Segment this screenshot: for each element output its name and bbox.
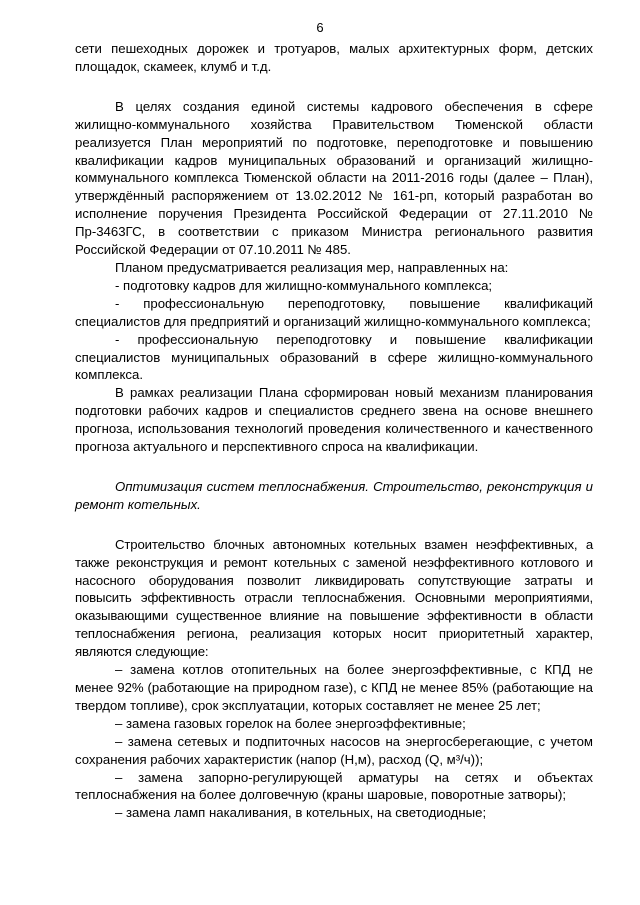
paragraph-measures-intro: Планом предусматривается реализация мер, направленных на: [115,259,509,275]
paragraph-continuation: сети пешеходных дорожек и тротуаров, малых архитектурных форм, детских площадок, скамеек, клумб и т.д. [75,41,593,74]
paragraph-planning-mechanism: В рамках реализации Плана сформирован новый механизм планирования подготовки рабочих кадров и специалистов среднего звена на основе внешнего прогноза, использования технологий проведения количественного и качественного прогноза актуального и перспективного спроса на квалификации. [75,385,593,455]
paragraph-boiler-construction: Строительство блочных автономных котельных взамен неэффективных, а также реконструкция и ремонт котельных с заменой неэффективного котлового и насосного оборудования позволит ликвидировать сопутствующие затраты и повысить эффективность отрасли теплоснабжения. Основными мероприятиями, оказывающими существенное влияние на повышение эффективности в области теплоснабжения региона, реализация которых носит приоритетный характер, являются следующие: [75,536,593,660]
list-item-valves: – замена запорно-регулирующей арматуры на сетях и объектах теплоснабжения на более долговечную (краны шаровые, поворотные затворы); [75,769,593,803]
document-body [75,40,593,822]
list-item-boilers: – замена котлов отопительных на более энергоэффективные, с КПД не менее 92% (работающие на природном газе), с КПД не менее 85% (работающие на твердом топливе), срок эксплуатации, которых составляет не менее 25 лет; [75,662,593,713]
list-item-pumps: – замена сетевых и подпиточных насосов на энергосберегающие, с учетом сохранения рабочих характеристик (напор (Н,м), расход (Q, м³/ч)); [75,733,593,767]
page-number: 6 [316,20,324,35]
paragraph-staffing-plan: В целях создания единой системы кадрового обеспечения в сфере жилищно-коммунального хозяйства Правительством Тюменской области реализуется План мероприятий по подготовке, переподготовке и повышению квалификации кадров муниципальных образований и организаций жилищно-коммунального комплекса Тюменской области на 2011-2016 годы (далее – План), утверждённый распоряжением от 13.02.2012 № 161-рп, который разработан во исполнение поручения Президента Российской Федерации от 27.11.2010 № Пр-3463ГС, в соответствии с приказом Министра регионального развития Российской Федерации от 07.10.2011 № 485. [75,98,593,258]
list-item-retraining-municipal: - профессиональную переподготовку и повышение квалификации специалистов муниципальных образований в сфере жилищно-коммунального комплекса. [75,331,593,383]
list-item-training: - подготовку кадров для жилищно-коммунального комплекса; [115,277,493,293]
list-item-lamps: – замена ламп накаливания, в котельных, на светодиодные; [115,805,487,821]
section-heading: Оптимизация систем теплоснабжения. Строительство, реконструкция и ремонт котельных. [75,478,593,512]
list-item-retraining-enterprises: - профессиональную переподготовку, повышение квалификаций специалистов для предприятий и организаций жилищно-коммунального комплекса; [75,295,593,329]
list-item-burners: – замена газовых горелок на более энергоэффективные; [115,715,466,731]
